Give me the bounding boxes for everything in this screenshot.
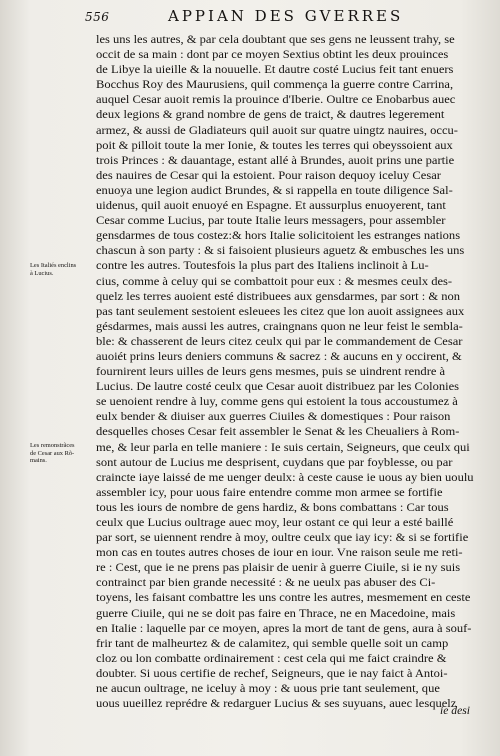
text-line: cloz ou lon combatte ordinairement : cest cela qui me faict craindre & <box>96 651 447 665</box>
text-line: contrainct par bien grande necessité : & ne ueulx pas abuser des Ci- <box>96 576 436 590</box>
side-note-line: mains. <box>30 457 47 465</box>
text-line: craincte iaye laissé de me uenger deulx: à ceste cause ie uous ay bien uoulu <box>96 470 474 484</box>
text-line: chascun à son party : & si faisoient plusieurs aguetz & embusches les uns <box>96 244 465 258</box>
text-line: Bocchus Roy des Maurusiens, quil commença la guerre contre Carrina, <box>96 78 454 92</box>
text-line: de Libye la uieille & la nouuelle. Et dautre costé Lucius feit tant enuers <box>96 63 454 77</box>
text-line: Lucius. De lautre costé ceulx que Cesar auoit distribuez par les Colonies <box>96 380 460 394</box>
page-number: 556 <box>85 10 110 24</box>
text-line: auoiét prins leurs deniers communs & sacrez : & aucuns en y occirent, & <box>96 349 462 363</box>
text-line: armez, & aussi de Gladiateurs quil auoit sur quatre uingtz nauires, occu- <box>96 123 458 137</box>
text-line: uous uueillez reprédre & redarguer Lucius & ses suyuans, auec lesquelz <box>96 697 457 711</box>
text-line: ble: & chasserent de leurs citez ceulx qui par le commandement de Cesar <box>96 334 463 348</box>
text-line: des nauires de Cesar qui la estoient. Pour raison dequoy iceluy Cesar <box>96 168 441 182</box>
text-line: quelz les terres auoient esté distribuees aux gensdarmes, par sort : & non <box>96 289 461 303</box>
text-line: Cesar comme Lucius, par toute Italie leurs messagers, pour assembler <box>96 214 446 228</box>
side-note-remonstrances <box>30 442 92 465</box>
text-line: uidenus, quil auoit enuoyé en Espagne. Et aussurplus enuoyerent, tant <box>96 199 446 213</box>
side-note-line: Les Italiés enclins <box>30 262 77 269</box>
text-line: fournirent leurs uilles de leurs gens mesmes, puis se uindrent rendre à <box>96 365 446 379</box>
text-line: pas tant seulement sestoient esleuees les citez que lon auoit assignees aux <box>96 304 465 318</box>
text-line: sont autour de Lucius me desprisent, cuydans que par foyblesse, ou par <box>96 455 453 469</box>
text-line: guerre Ciuile, qui ne se doit pas faire en Thrace, ne en Macedoine, mais <box>96 606 456 620</box>
text-line: assembler icy, pour uous faire entendre comme mon armee se fortifie <box>96 485 443 499</box>
text-line: gensdarmes de tous costez:& hors Italie solicitoient les estranges nations <box>96 229 461 243</box>
text-line: toyens, les faisant combattre les uns contre les autres, mesmement en ceste <box>96 591 471 605</box>
text-line: en Italie : laquelle par ce moyen, apres la mort de tant de gens, aura à souf- <box>96 621 472 635</box>
text-line: trois Princes : & dauantage, estant allé à Brundes, auoit prins une partie <box>96 153 455 167</box>
text-line: poit & pilloit toute la mer Ionie, & toutes les terres qui obeyssoient aux <box>96 138 453 152</box>
text-line: ne aucun oultrage, ne iceluy à moy : & uous prie tant seulement, que <box>96 682 440 696</box>
text-line: deux legions & grand nombre de gens de traict, & dautres legerement <box>96 108 445 122</box>
text-line: eulx bender & diuiser aux guerres Ciuiles & domestiques : Pour raison <box>96 410 451 424</box>
text-line: gésdarmes, mais aussi les autres, craingnans quon ne leur feist le sembla- <box>96 319 463 333</box>
text-line: par sort, se uiennent rendre à moy, oultre ceulx que iay icy: & si se fortifie <box>96 531 469 545</box>
side-note-line: de Cesar aux Rõ- <box>30 449 75 457</box>
running-head: APPIAN DES GVERRES <box>168 7 404 25</box>
text-line: re : Cest, que ie ne prens pas plaisir de uenir à guerre Ciuile, si ie ny suis <box>96 561 461 575</box>
side-note-line: à Lucius. <box>30 269 54 277</box>
text-line: me, & leur parla en telle maniere : Ie suis certain, Seigneurs, que ceulx qui <box>96 440 470 454</box>
text-line: tous les iours de nombre de gens hardiz, & bons combattans : Car tous <box>96 500 449 514</box>
page-header <box>0 4 500 26</box>
text-line: contre les autres. Toutesfois la plus part des Italiens inclinoit à Lu- <box>96 259 429 273</box>
text-line: desquelles choses Cesar feit assembler le Senat & les Cheualiers à Rom- <box>96 425 460 439</box>
text-line: frir tant de malheurtez & de calamitez, qui semble quelle soit un camp <box>96 636 449 650</box>
main-text-block <box>96 32 481 711</box>
text-line: se uenoient rendre à luy, comme gens qui estoient la tous accoustumez à <box>96 395 458 409</box>
text-line: occit de sa main : dont par ce moyen Sextius obtint les deux prouinces <box>96 48 449 62</box>
catchword: ie desi <box>440 704 470 717</box>
text-line: les uns les autres, & par cela doubtant que ses gens ne leussent trahy, se <box>96 33 455 46</box>
text-line: cius, comme à celuy qui se combattoit pour eux : & mesmes ceulx des- <box>96 274 453 288</box>
text-line: ceulx que Lucius oultrage auec moy, leur ostant ce qui leur a esté baillé <box>96 516 454 529</box>
text-line: auquel Cesar auoit remis la prouince d'Iberie. Oultre ce Enobarbus auec <box>96 93 456 107</box>
side-note-line: Les remonstrãces <box>30 442 75 449</box>
side-note-italiens <box>30 262 92 277</box>
text-line: mon cas en toutes autres choses de iour en iour. Vne raison seule me reti- <box>96 546 463 560</box>
text-line: doubter. Si uous certifie de rechef, Seigneurs, que ie nay faict à Antoi- <box>96 666 448 680</box>
text-line: enuoya une legion audict Brundes, & si rappella en toute diligence Sal- <box>96 183 453 197</box>
